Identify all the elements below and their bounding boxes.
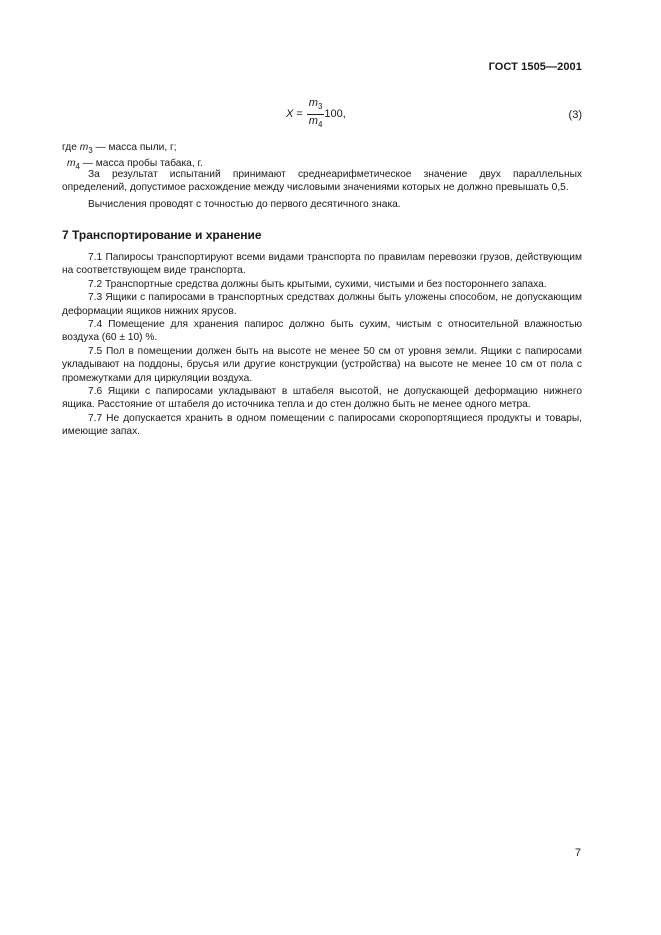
paragraph: 7.2 Транспортные средства должны быть крытыми, сухими, чистыми и без постороннего запаха. bbox=[88, 278, 547, 290]
paragraph: За результат испытаний принимают среднеарифметическое значение двух параллельных определений, допустимое расхождение между числовыми значениями которых не должно превышать 0,5. bbox=[62, 169, 582, 194]
denominator-var: m bbox=[308, 114, 318, 127]
m4-var: m bbox=[67, 158, 76, 170]
m4-sub: 4 bbox=[75, 162, 80, 172]
numerator-sub: 3 bbox=[317, 102, 323, 112]
standard-header: ГОСТ 1505—2001 bbox=[488, 61, 582, 73]
formula-equals: = bbox=[296, 108, 303, 120]
m3-var: m bbox=[79, 142, 89, 153]
paragraph: 7.5 Пол в помещении должен быть на высоте не менее 50 см от уровня земли. Ящики с папиросами укладывают на поддоны, брусья или другие конструкции (устройства) на высоте не менее 10 см от пола с промежутками для циркуляции воздуха. bbox=[62, 345, 582, 384]
where-prefix: где bbox=[62, 142, 80, 153]
denominator-sub: 4 bbox=[317, 119, 323, 129]
paragraph: 7.4 Помещение для хранения папирос должно быть сухим, чистым с относительной влажностью воздуха (60 ± 10) %. bbox=[62, 319, 582, 344]
section-title: 7 Транспортирование и хранение bbox=[62, 228, 262, 242]
page-number: 7 bbox=[574, 847, 581, 859]
paragraph: Вычисления проводят с точностью до первого десятичного знака. bbox=[88, 198, 401, 210]
m4-text: — масса пробы табака, г. bbox=[79, 158, 203, 170]
m3-sub: 3 bbox=[88, 146, 93, 156]
paragraph: 7.3 Ящики с папиросами в транспортных средствах должны быть уложены способом, не допускающим деформации ящиков нижних ярусов. bbox=[62, 292, 582, 317]
numerator-var: m bbox=[308, 97, 318, 110]
equation-number: (3) bbox=[568, 109, 582, 121]
formula-fraction bbox=[307, 97, 325, 130]
formula-lhs: X bbox=[286, 108, 294, 120]
section-paragraphs bbox=[62, 251, 582, 439]
formula-factor: 100, bbox=[324, 108, 346, 120]
where-line-m3 bbox=[62, 141, 203, 157]
fraction-numerator bbox=[307, 97, 325, 114]
fraction-denominator bbox=[307, 115, 325, 131]
paragraph: 7.1 Папиросы транспортируют всеми видами транспорта по правилам перевозки грузов, действующим на соответствующем виде транспорта. bbox=[62, 252, 582, 277]
formula-3 bbox=[286, 96, 346, 132]
intro-paragraphs bbox=[62, 168, 582, 211]
m3-text: — масса пыли, г; bbox=[92, 142, 177, 153]
paragraph: 7.6 Ящики с папиросами укладывают в штабеля высотой, не допускающей деформацию нижнего ящика. Расстояние от штабеля до источника тепла и до стен должно быть не менее одного метра. bbox=[62, 386, 582, 411]
paragraph: 7.7 Не допускается хранить в одном помещении с папиросами скоропортящиеся продукты и товары, имеющие запах. bbox=[62, 412, 582, 438]
